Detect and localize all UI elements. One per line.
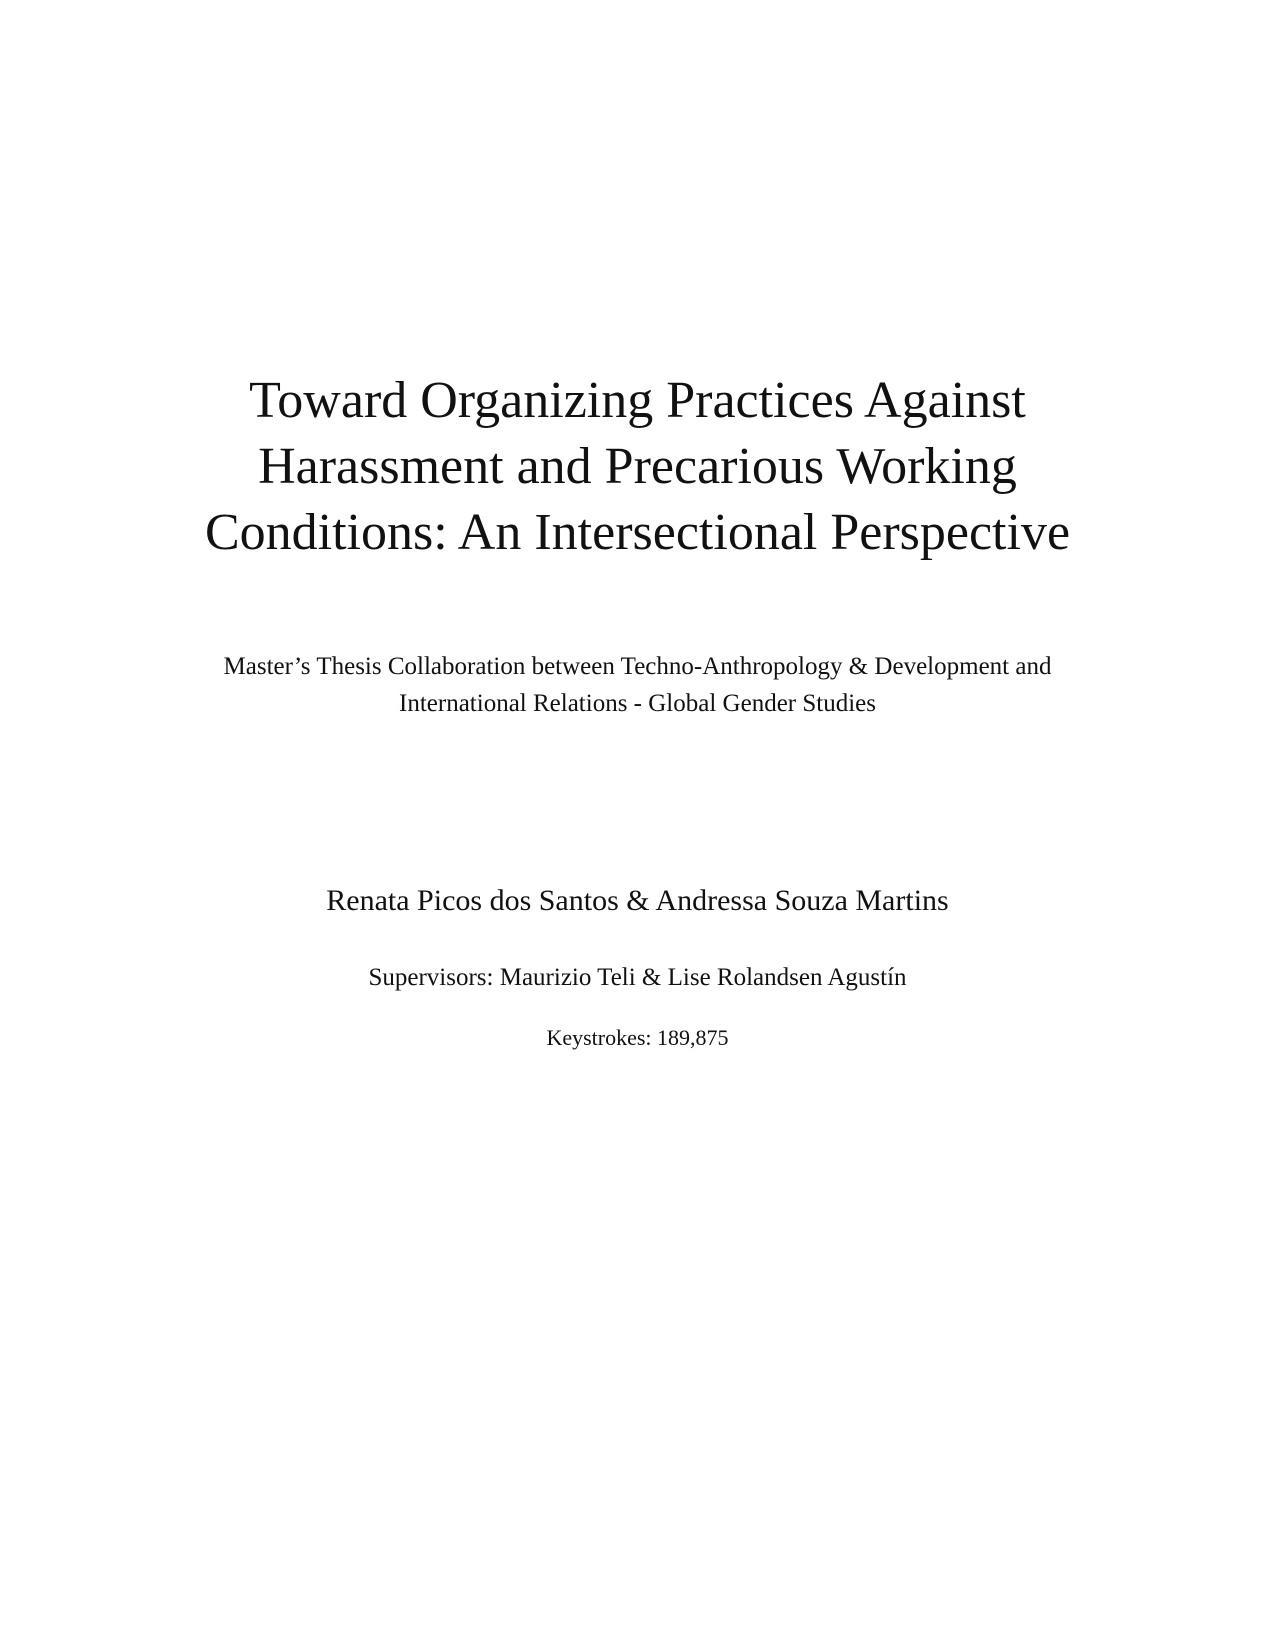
title-line-3: Conditions: An Intersectional Perspective: [204, 504, 1071, 561]
title-line-1: Toward Organizing Practices Against: [249, 372, 1026, 429]
authors: Renata Picos dos Santos & Andressa Souza Martins: [326, 884, 949, 917]
title-line-2: Harassment and Precarious Working: [258, 438, 1017, 495]
document-title: [0, 368, 1275, 566]
subtitle-line-2: International Relations - Global Gender Studies: [399, 690, 876, 717]
supervisors: Supervisors: Maurizio Teli & Lise Rolandsen Agustín: [368, 964, 907, 991]
document-subtitle: [0, 648, 1275, 722]
keystrokes-count: Keystrokes: 189,875: [546, 1025, 729, 1050]
subtitle-line-1: Master’s Thesis Collaboration between Techno-Anthropology & Development and: [223, 653, 1052, 680]
